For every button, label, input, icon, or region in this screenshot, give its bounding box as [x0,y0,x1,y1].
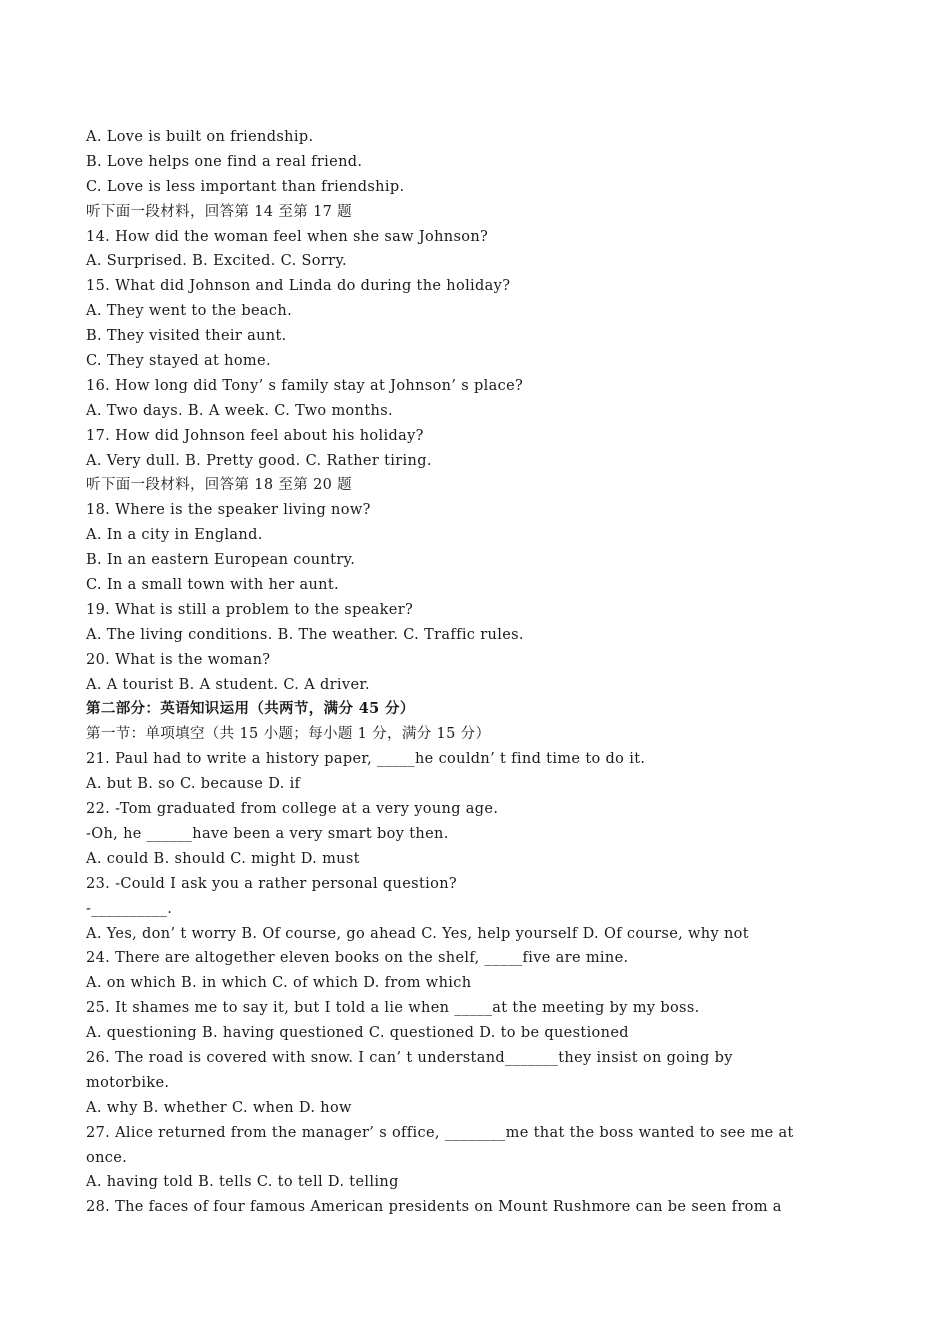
text-line: 第一节：单项填空（共 15 小题；每小题 1 分，满分 15 分） [86,726,491,743]
text-line: C. Love is less important than friendship. [86,178,405,195]
text-line: 21. Paul had to write a history paper, _____he couldn’ t find time to do it. [86,751,646,768]
text-line: 14. How did the woman feel when she saw Johnson? [86,228,489,245]
text-line: 20. What is the woman? [86,651,271,668]
text-line: A. Two days. B. A week. C. Two months. [86,402,393,419]
section-heading: 第二部分：英语知识运用（共两节，满分 45 分） [86,700,415,718]
text-line: A. questioning B. having questioned C. questioned D. to be questioned [86,1025,629,1042]
text-line: A. A tourist B. A student. C. A driver. [86,676,371,693]
text-line: 27. Alice returned from the manager’ s office, ________me that the boss wanted to see me at [86,1124,794,1141]
text-line: A. Surprised. B. Excited. C. Sorry. [86,253,348,270]
text-line: A. Love is built on friendship. [86,129,314,145]
text-line: 25. It shames me to say it, but I told a lie when _____at the meeting by my boss. [86,1000,700,1017]
text-line: 19. What is still a problem to the speaker? [86,601,414,618]
text-line: -Oh, he ______have been a very smart boy then. [86,825,449,842]
text-line: A. Very dull. B. Pretty good. C. Rather tiring. [86,452,432,469]
text-line: -__________. [86,900,173,917]
text-line: A. why B. whether C. when D. how [86,1099,352,1116]
text-line: A. In a city in England. [86,527,263,544]
text-line: 听下面一段材料，回答第 14 至第 17 题 [86,203,353,220]
text-line: B. They visited their aunt. [86,328,287,345]
text-line: 22. -Tom graduated from college at a very young age. [86,801,499,818]
text-line: A. could B. should C. might D. must [86,850,360,867]
text-line: once. [86,1149,128,1166]
text-line: A. on which B. in which C. of which D. from which [86,975,472,992]
text-line: 听下面一段材料，回答第 18 至第 20 题 [86,477,353,494]
text-line: 26. The road is covered with snow. I can’ t understand_______they insist on going by [86,1049,733,1066]
text-line: 24. There are altogether eleven books on the shelf, _____five are mine. [86,950,629,967]
text-line: A. but B. so C. because D. if [86,776,301,793]
text-line: A. They went to the beach. [86,303,293,320]
text-line: 28. The faces of four famous American presidents on Mount Rushmore can be seen from a [86,1199,782,1216]
document-page [86,125,866,1220]
text-line: B. In an eastern European country. [86,552,356,569]
text-line: 16. How long did Tony’ s family stay at Johnson’ s place? [86,377,524,394]
text-line: motorbike. [86,1074,170,1091]
text-line: 15. What did Johnson and Linda do during the holiday? [86,278,511,295]
text-line: C. They stayed at home. [86,353,271,370]
text-line: A. having told B. tells C. to tell D. telling [86,1174,399,1191]
text-line: 17. How did Johnson feel about his holiday? [86,427,424,444]
text-line: C. In a small town with her aunt. [86,577,339,594]
text-line: 23. -Could I ask you a rather personal question? [86,875,458,892]
text-line: A. The living conditions. B. The weather. C. Traffic rules. [86,626,524,643]
text-line: B. Love helps one find a real friend. [86,153,363,170]
text-line: A. Yes, don’ t worry B. Of course, go ahead C. Yes, help yourself D. Of course, why not [86,925,749,942]
text-line: 18. Where is the speaker living now? [86,502,371,519]
